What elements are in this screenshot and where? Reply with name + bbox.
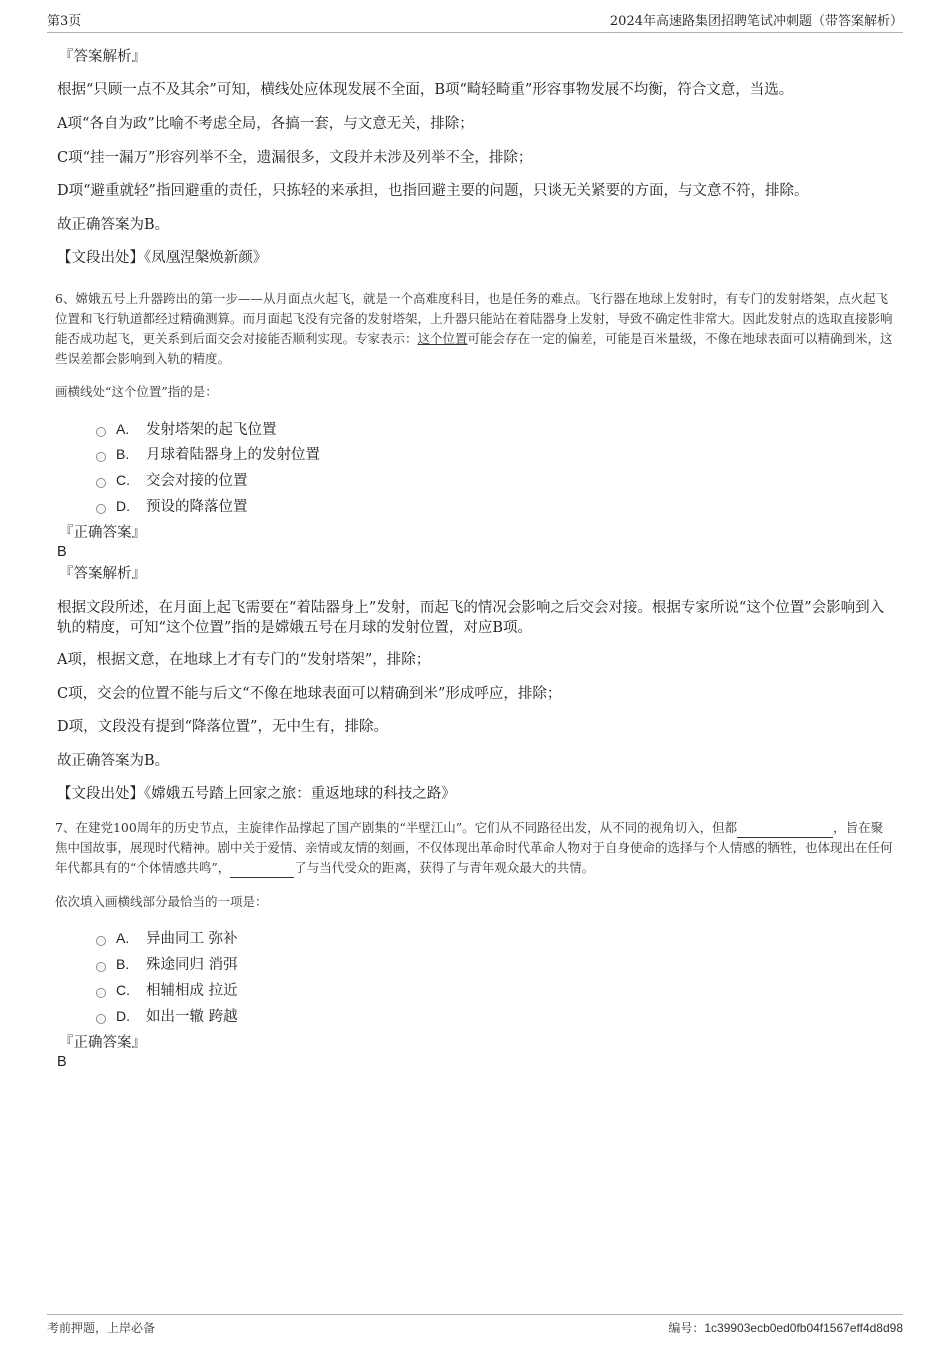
answer-analysis-label: 『答案解析』: [59, 49, 146, 65]
option-d[interactable]: D. 如出一辙 跨越: [96, 1005, 238, 1027]
footer-slogan: 考前押题，上岸必备: [47, 1321, 156, 1335]
page-header: [47, 12, 903, 33]
analysis-line: C项，交会的位置不能与后文“不像在地球表面可以精确到米”形成呼应，排除；: [57, 686, 562, 702]
option-c[interactable]: C. 相辅相成 拉近: [96, 979, 238, 1001]
source-citation: 【文段出处】《嫦娥五号踏上回家之旅：重返地球的科技之路》: [57, 786, 456, 802]
analysis-line: D项，文段没有提到“降落位置”，无中生有，排除。: [57, 719, 388, 735]
option-d[interactable]: D. 预设的降落位置: [96, 495, 248, 517]
analysis-line: 根据文段所述，在月面上起飞需要在“着陆器身上”发射，而起飞的情况会影响之后交会对接。根据专家所说“这个位置”会影响到入轨的精度，可知“这个位置”指的是嫦娥五号在月球的发射位置，对应B项。: [57, 600, 885, 636]
radio-icon[interactable]: [96, 478, 106, 488]
correct-answer: B: [57, 544, 67, 560]
radio-icon[interactable]: [96, 504, 106, 514]
question-7-text: 7、在建党100周年的历史节点，主旋律作品撑起了国产剧集的“半壁江山”。它们从不同路径出发，从不同的视角切入，但都 ，旨在聚焦中国故事，展现时代精神。剧中关于爱情、亲情或友情的刻画，不仅体现出革命时代革命人物对于自身使命的选择与个人情感的牺牲，也体现出在任何年代都具有的“个体情感共鸣”， 了与当代受众的距离，获得了与青年观众最大的共情。: [55, 818, 895, 878]
radio-icon[interactable]: [96, 452, 106, 462]
option-a[interactable]: A. 异曲同工 弥补: [96, 927, 238, 949]
question-6-prompt: 画横线处“这个位置”指的是：: [55, 384, 218, 399]
analysis-line: D项“避重就轻”指回避重的责任，只拣轻的来承担，也指回避主要的问题，只谈无关紧要的方面，与文意不符，排除。: [57, 183, 809, 199]
radio-icon[interactable]: [96, 427, 106, 437]
question-6-text: 6、嫦娥五号上升器跨出的第一步——从月面点火起飞，就是一个高难度科目，也是任务的难点。飞行器在地球上发射时，有专门的发射塔架，点火起飞位置和飞行轨道都经过精确测算。而月面起飞没有完备的发射塔架，上升器只能站在着陆器身上发射，导致不确定性非常大。因此发射点的选取直接影响能否成功起飞，更关系到后面交会对接能否顺利实现。专家表示：这个位置可能会存在一定的偏差，可能是百米量级，不像在地球表面可以精确到米，这些误差都会影响到入轨的精度。: [55, 291, 893, 366]
option-a[interactable]: A. 发射塔架的起飞位置: [96, 418, 277, 440]
radio-icon[interactable]: [96, 988, 106, 998]
answer-analysis-label: 『答案解析』: [59, 566, 146, 582]
analysis-line: 故正确答案为B。: [57, 753, 170, 769]
page-footer: [47, 1314, 903, 1335]
underlined-phrase: 这个位置: [417, 331, 468, 346]
page-number: 第3页: [47, 14, 82, 29]
correct-answer-label: 『正确答案』: [59, 1035, 146, 1051]
analysis-line: 根据“只顾一点不及其余”可知，横线处应体现发展不全面，B项“畸轻畸重”形容事物发展不均衡，符合文意，当选。: [57, 82, 794, 98]
analysis-line: 故正确答案为B。: [57, 217, 170, 233]
correct-answer-label: 『正确答案』: [59, 525, 146, 541]
analysis-line: C项“挂一漏万”形容列举不全，遗漏很多，文段并未涉及列举不全，排除；: [57, 150, 533, 166]
document-id: 编号：1c39903ecb0ed0fb04f1567eff4d8d98: [668, 1321, 903, 1335]
fill-blank-1: [737, 823, 833, 838]
question-7-prompt: 依次填入画横线部分最恰当的一项是：: [55, 894, 268, 909]
option-b[interactable]: B. 月球着陆器身上的发射位置: [96, 443, 320, 465]
document-title: 2024年高速路集团招聘笔试冲刺题（带答案解析）: [609, 14, 903, 29]
analysis-line: A项“各自为政”比喻不考虑全局，各搞一套，与文意无关，排除；: [57, 116, 474, 132]
fill-blank-2: [230, 863, 294, 878]
source-citation: 【文段出处】《凤凰涅槃焕新颜》: [57, 250, 268, 266]
radio-icon[interactable]: [96, 962, 106, 972]
option-b[interactable]: B. 殊途同归 消弭: [96, 953, 238, 975]
correct-answer: B: [57, 1054, 67, 1070]
radio-icon[interactable]: [96, 1014, 106, 1024]
option-c[interactable]: C. 交会对接的位置: [96, 469, 248, 491]
analysis-line: A项，根据文意，在地球上才有专门的“发射塔架”，排除；: [57, 652, 431, 668]
radio-icon[interactable]: [96, 936, 106, 946]
